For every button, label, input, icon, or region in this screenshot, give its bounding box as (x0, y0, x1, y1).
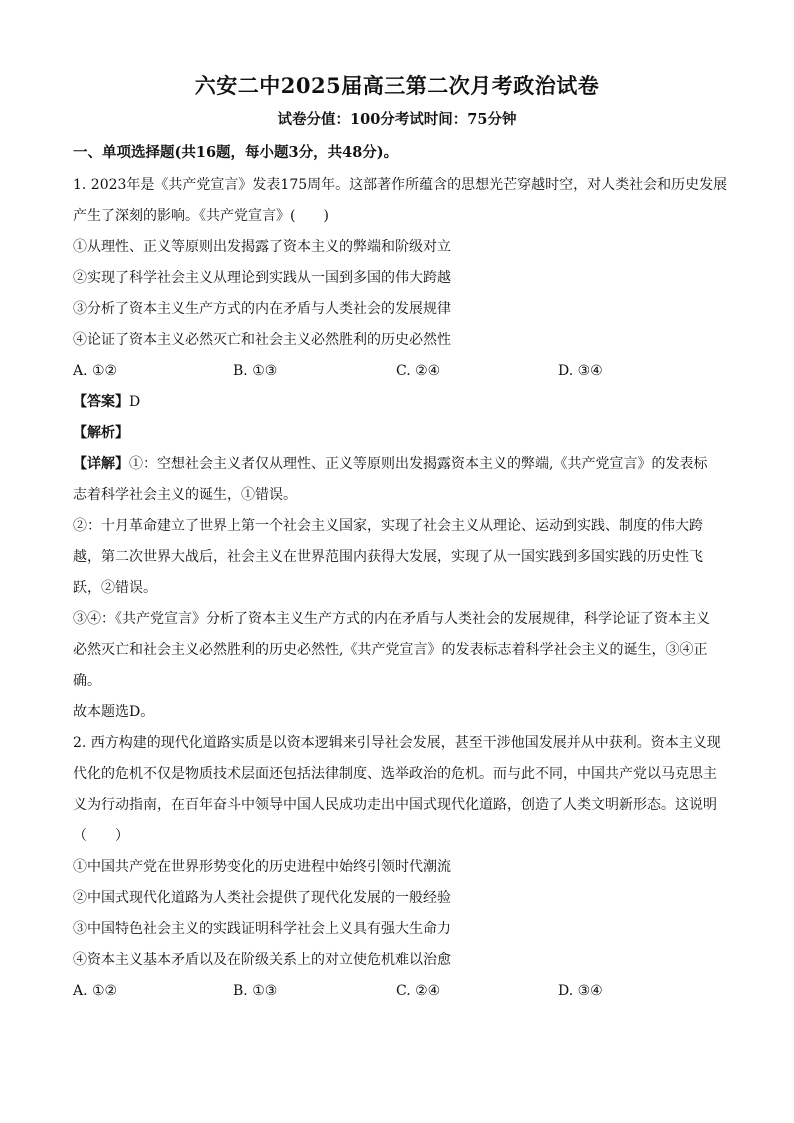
q2-statement: ②中国式现代化道路为人类社会提供了现代化发展的一般经验 (73, 890, 451, 906)
q2-statement: ④资本主义基本矛盾以及在阶级关系上的对立使危机难以治愈 (73, 952, 451, 968)
q2-stem-line: （ ） (73, 828, 129, 844)
q1-statement: ②实现了科学社会主义从理论到实践从一国到多国的伟大跨越 (73, 270, 451, 286)
q1-option-a: A. ①② (73, 363, 118, 379)
answer-tag: 【答案】 (73, 394, 129, 410)
analysis-tag: 【解析】 (73, 425, 129, 441)
q1-answer (73, 387, 723, 418)
q2-options (73, 976, 723, 1007)
q2-option-b: B. ①③ (233, 983, 278, 999)
answer-value: D (129, 394, 141, 410)
q2-option-c: C. ②④ (396, 983, 441, 999)
q2-option-d: D. ③④ (558, 983, 603, 999)
section-heading: 一、单项选择题(共16题，每小题3分，共48分)。 (73, 144, 399, 161)
q1-statement: ③分析了资本主义生产方式的内在矛盾与人类社会的发展规律 (73, 301, 451, 317)
q1-statement: ①从理性、正义等原则出发揭露了资本主义的弊端和阶级对立 (73, 239, 451, 255)
q1-detail-line: ③④：《共产党宣言》分析了资本主义生产方式的内在矛盾与人类社会的发展规律，科学论证了资本主义 (73, 611, 710, 627)
q1-conclusion: 故本题选D。 (73, 704, 155, 720)
q1-detail-line: ②：十月革命建立了世界上第一个社会主义国家，实现了社会主义从理论、运动到实践、制度的伟大跨 (73, 518, 703, 534)
page-title: 六安二中2025届高三第二次月考政治试卷 (194, 73, 600, 98)
q1-stem-line: 1. 2023年是《共产党宣言》发表175周年。这部著作所蕴含的思想光芒穿越时空，对人类社会和历史发展 (73, 177, 728, 193)
q1-detail-line: 跃，②错误。 (73, 580, 157, 596)
q1-options (73, 356, 723, 387)
exam-info: 试卷分值：100分考试时间：75分钟 (277, 111, 517, 128)
q2-statement: ③中国特色社会主义的实践证明科学社会上义具有强大生命力 (73, 921, 451, 937)
q1-detail-line: 必然灭亡和社会主义必然胜利的历史必然性,《共产党宣言》的发表标志着科学社会主义的诞生，③④正 (73, 642, 708, 658)
q2-stem-line: 代化的危机不仅是物质技术层面还包括法律制度、选举政治的危机。而与此不同，中国共产党以马克思主 (73, 766, 717, 782)
detail-tag: 【详解】 (73, 456, 129, 472)
q1-option-c: C. ②④ (396, 363, 441, 379)
questions (73, 170, 728, 1007)
q2-statement: ①中国共产党在世界形势变化的历史进程中始终引领时代潮流 (73, 859, 451, 875)
q1-analysis (73, 418, 723, 449)
detail-text: ①：空想社会主义者仅从理性、正义等原则出发揭露资本主义的弊端,《共产党宣言》的发表标 (129, 456, 708, 472)
q1-statement: ④论证了资本主义必然灭亡和社会主义必然胜利的历史必然性 (73, 332, 451, 348)
q2-option-a: A. ①② (73, 983, 118, 999)
q1-detail-line: 志着科学社会主义的诞生，①错误。 (73, 487, 297, 503)
q1-option-d: D. ③④ (558, 363, 603, 379)
q1-detail-line: 确。 (73, 673, 101, 689)
q2-stem-line: 义为行动指南，在百年奋斗中领导中国人民成功走出中国式现代化道路，创造了人类文明新形态。这说明 (73, 797, 717, 813)
q1-detail-line (73, 449, 723, 480)
q2-stem-line: 2. 西方构建的现代化道路实质是以资本逻辑来引导社会发展，甚至干涉他国发展并从中获利。资本主义现 (73, 735, 721, 751)
q1-stem-line: 产生了深刻的影响。《共产党宣言》( ) (73, 208, 329, 224)
q1-option-b: B. ①③ (233, 363, 278, 379)
q1-detail-line: 越，第二次世界大战后，社会主义在世界范围内获得大发展，实现了从一国实践到多国实践的历史性飞 (73, 549, 703, 565)
